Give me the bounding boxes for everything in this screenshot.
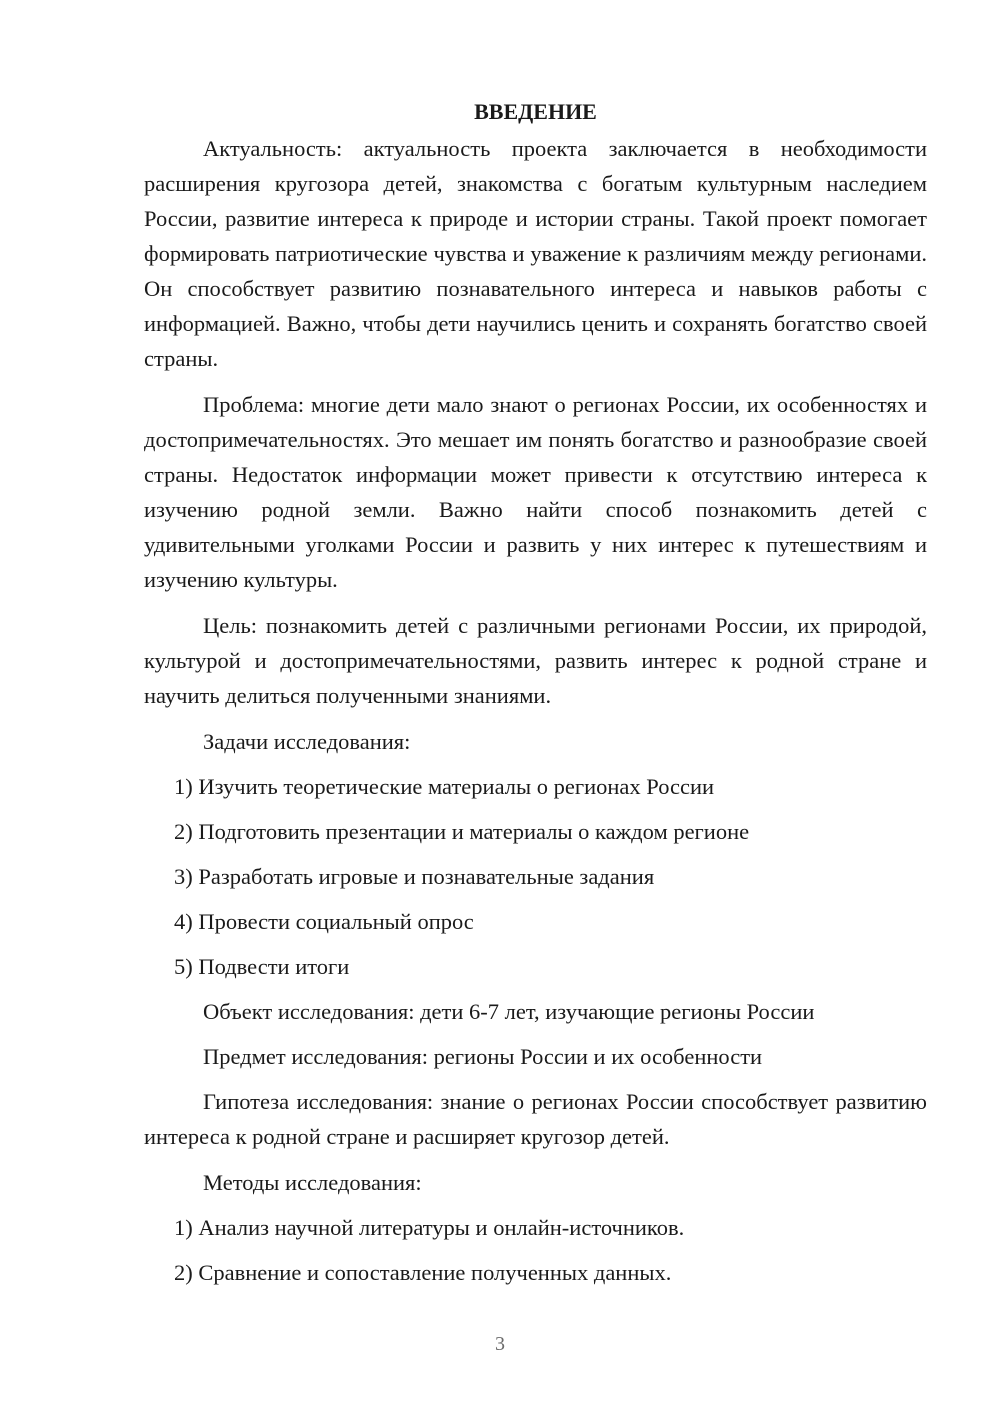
methods-heading: Методы исследования: — [203, 1170, 422, 1195]
subject-line: Предмет исследования: регионы России и их особенности — [203, 1044, 763, 1069]
list-item: 2) Сравнение и сопоставление полученных данных. — [174, 1260, 672, 1285]
list-item: 5) Подвести итоги — [174, 954, 350, 979]
tasks-list — [144, 769, 927, 984]
list-item: 4) Провести социальный опрос — [174, 909, 474, 934]
problem-paragraph: Проблема: многие дети мало знают о регионах России, их особенностях и достопримечательностях. Это мешает им понять богатство и разнообразие своей страны. Недостаток информации может привести к отсутствию интереса к изучению родной земли. Важно найти способ познакомить детей с удивительными уголками России и развить у них интерес к путешествиям и изучению культуры. — [144, 392, 927, 592]
page-number: 3 — [495, 1333, 505, 1355]
hypothesis-paragraph: Гипотеза исследования: знание о регионах России способствует развитию интереса к родной стране и расширяет кругозор детей. — [144, 1089, 927, 1149]
relevance-paragraph: Актуальность: актуальность проекта заключается в необходимости расширения кругозора детей, знакомства с богатым культурным наследием России, развитие интереса к природе и истории страны. Такой проект помогает формировать патриотические чувства и уважение к различиям между регионами. Он способствует развитию познавательного интереса и навыков работы с информацией. Важно, чтобы дети научились ценить и сохранять богатство своей страны. — [144, 136, 927, 371]
tasks-heading: Задачи исследования: — [203, 729, 411, 754]
page-title: ВВЕДЕНИЕ — [474, 99, 597, 124]
list-item: 2) Подготовить презентации и материалы о каждом регионе — [174, 819, 750, 844]
object-line: Объект исследования: дети 6-7 лет, изучающие регионы России — [203, 999, 815, 1024]
page-content — [144, 94, 927, 1300]
list-item: 1) Анализ научной литературы и онлайн-источников. — [174, 1215, 685, 1240]
list-item: 1) Изучить теоретические материалы о регионах России — [174, 774, 715, 799]
methods-list — [144, 1210, 927, 1290]
list-item: 3) Разработать игровые и познавательные задания — [174, 864, 655, 889]
goal-paragraph: Цель: познакомить детей с различными регионами России, их природой, культурой и достопримечательностями, развить интерес к родной стране и научить делиться полученными знаниями. — [144, 613, 927, 708]
